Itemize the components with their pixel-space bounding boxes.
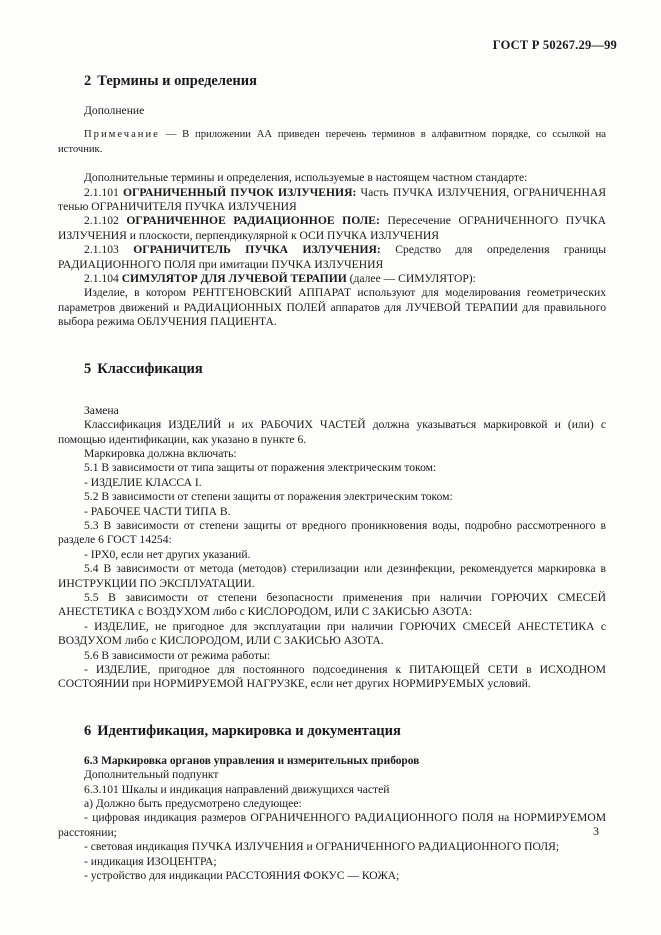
section-2-heading: 2 Термины и определения bbox=[84, 73, 257, 89]
section-2-note: Примечание — В приложении АА приведен перечень терминов в алфавитном порядке, со ссылкой на источник. bbox=[58, 129, 606, 155]
subsection-6-3-title: 6.3 Маркировка органов управления и измерительных приборов bbox=[84, 754, 420, 767]
section-6-line: - индикация ИЗОЦЕНТРА; bbox=[84, 854, 217, 868]
section-5-line: Классификация ИЗДЕЛИЙ и их РАБОЧИХ ЧАСТЕЙ должна указываться маркировкой и (или) с помощью идентификации, как указано в пункте 6. bbox=[58, 418, 606, 446]
document-body bbox=[58, 66, 606, 883]
section-2-intro: Дополнительные термины и определения, используемые в настоящем частном стандарте: bbox=[84, 171, 528, 185]
term-2-1-104: 2.1.104 СИМУЛЯТОР ДЛЯ ЛУЧЕВОЙ ТЕРАПИИ (далее — СИМУЛЯТОР): bbox=[84, 272, 476, 286]
section-6-heading: 6 Идентификация, маркировка и документация bbox=[84, 722, 401, 739]
section-5-line: - ИЗДЕЛИЕ, не пригодное для эксплуатации при наличии ГОРЮЧИХ СМЕСЕЙ АНЕСТЕТИКА с ВОЗДУХОМ либо с КИСЛОРОДОМ, ИЛИ С ЗАКИСЬЮ АЗОТА. bbox=[58, 619, 606, 648]
term-2-1-101: 2.1.101 ОГРАНИЧЕННЫЙ ПУЧОК ИЗЛУЧЕНИЯ: Часть ПУЧКА ИЗЛУЧЕНИЯ, ОГРАНИЧЕННАЯ тенью ОГРАНИЧИТЕЛЯ ПУЧКА ИЗЛУЧЕНИЯ bbox=[58, 185, 606, 214]
section-5-line: - ИЗДЕЛИЕ КЛАССА I. bbox=[84, 475, 202, 489]
document-code: ГОСТ Р 50267.29—99 bbox=[492, 38, 617, 52]
section-6-line: - устройство для индикации РАССТОЯНИЯ ФОКУС — КОЖА; bbox=[84, 869, 400, 883]
page-number: 3 bbox=[593, 824, 599, 838]
section-5-line: 5.4 В зависимости от метода (методов) стерилизации или дезинфекции, рекомендуется маркировка в ИНСТРУКЦИИ ПО ЭКСПЛУАТАЦИИ. bbox=[58, 562, 606, 590]
section-5-line: 5.1 В зависимости от типа защиты от поражения электрическим током: bbox=[84, 461, 437, 475]
section-6-line: - цифровая индикация размеров ОГРАНИЧЕННОГО РАДИАЦИОННОГО ПОЛЯ на НОРМИРУЕМОМ расстоянии; bbox=[58, 811, 606, 839]
section-6-line: 6.3.101 Шкалы и индикация направлений движущихся частей bbox=[84, 782, 390, 796]
section-5-line: - IPX0, если нет других указаний. bbox=[84, 547, 251, 561]
term-2-1-103: 2.1.103 ОГРАНИЧИТЕЛЬ ПУЧКА ИЗЛУЧЕНИЯ: Средство для определения границы РАДИАЦИОННОГО ПОЛЯ при имитации ПУЧКА ИЗЛУЧЕНИЯ bbox=[58, 243, 606, 271]
section-5-heading: 5 Классификация bbox=[84, 360, 203, 377]
section-5-line: 5.6 В зависимости от режима работы: bbox=[84, 648, 271, 662]
section-5-line: 5.3 В зависимости от степени защиты от вредного проникновения воды, подробно рассмотренного в разделе 6 ГОСТ 14254: bbox=[58, 518, 606, 547]
section-6-line: а) Должно быть предусмотрено следующее: bbox=[84, 797, 302, 811]
simulator-definition: Изделие, в котором РЕНТГЕНОВСКИЙ АППАРАТ используют для моделирования геометрических параметров движений и РАДИАЦИОННЫХ ПОЛЕЙ аппаратов для ЛУЧЕВОЙ ТЕРАПИИ для правильного выбора режима ОБЛУЧЕНИЯ ПАЦИЕНТА. bbox=[58, 286, 606, 329]
section-5-line: 5.2 В зависимости от степени защиты от поражения электрическим током: bbox=[84, 490, 453, 504]
section-5-line: - ИЗДЕЛИЕ, пригодное для постоянного подсоединения к ПИТАЮЩЕЙ СЕТИ в ИСХОДНОМ СОСТОЯНИИ при НОРМИРУЕМОЙ НАГРУЗКЕ, если нет других НОРМИРУЕМЫХ условий. bbox=[58, 663, 606, 691]
term-2-1-102: 2.1.102 ОГРАНИЧЕННОЕ РАДИАЦИОННОЕ ПОЛЕ: Пересечение ОГРАНИЧЕННОГО ПУЧКА ИЗЛУЧЕНИЯ и плоскости, перпендикулярной к ОСИ ПУЧКА ИЗЛУЧЕНИЯ bbox=[58, 214, 606, 242]
section-5-line: 5.5 В зависимости от степени безопасности применения при наличии ГОРЮЧИХ СМЕСЕЙ АНЕСТЕТИКА с ВОЗДУХОМ либо с КИСЛОРОДОМ, ИЛИ С ЗАКИСЬЮ АЗОТА: bbox=[58, 590, 606, 619]
section-2-addition: Дополнение bbox=[84, 104, 145, 117]
section-5-line: Маркировка должна включать: bbox=[84, 446, 237, 460]
section-6-line: - световая индикация ПУЧКА ИЗЛУЧЕНИЯ и ОГРАНИЧЕННОГО РАДИАЦИОННОГО ПОЛЯ; bbox=[84, 840, 560, 854]
section-5-line: - РАБОЧЕЕ ЧАСТИ ТИПА В. bbox=[84, 504, 231, 518]
section-5-replace: Замена bbox=[84, 403, 119, 417]
section-6-addition: Дополнительный подпункт bbox=[84, 768, 219, 782]
